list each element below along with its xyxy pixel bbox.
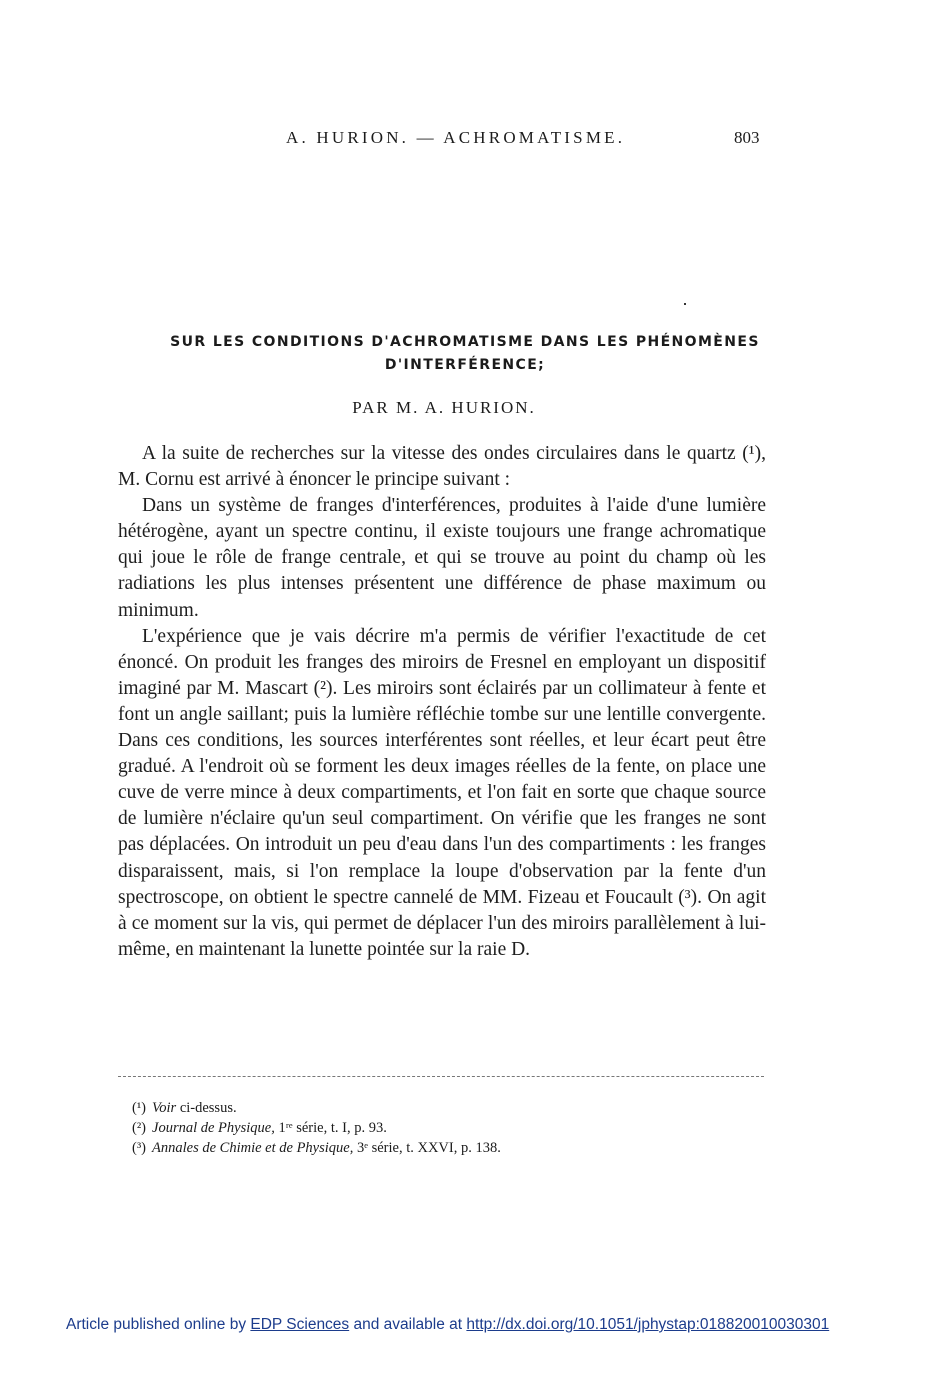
running-head-title: A. HURION. — ACHROMATISME. — [286, 128, 626, 147]
publisher-notice — [66, 1316, 829, 1334]
publisher-link[interactable]: EDP Sciences — [250, 1316, 350, 1333]
doi-link[interactable]: http://dx.doi.org/10.1051/jphystap:018820010030301 — [466, 1316, 830, 1333]
footnote-mark: (³) — [132, 1140, 147, 1156]
footnote-reference: Voir — [152, 1100, 177, 1116]
footnote-detail: ci-dessus. — [176, 1100, 237, 1116]
footnote-reference: Journal de Physique, — [152, 1120, 275, 1136]
article-title — [120, 331, 810, 377]
footnote-3 — [132, 1138, 752, 1158]
publisher-middle: and available at — [349, 1316, 467, 1333]
footnote-mark: (¹) — [132, 1100, 147, 1116]
print-speck — [684, 303, 686, 305]
article-title-line-1: SUR LES CONDITIONS D'ACHROMATISME DANS LES PHÉNOMÈNES — [170, 334, 760, 350]
footnote-mark: (²) — [132, 1120, 147, 1136]
publisher-prefix: Article published online by — [66, 1316, 251, 1333]
footnote-detail: 3ᵉ série, t. XXVI, p. 138. — [353, 1140, 501, 1156]
footnotes — [132, 1098, 752, 1158]
footnote-detail: 1ʳᵉ série, t. I, p. 93. — [274, 1120, 387, 1136]
footnote-reference: Annales de Chimie et de Physique, — [152, 1140, 354, 1156]
footnote-2 — [132, 1118, 752, 1138]
page-number: 803 — [734, 128, 760, 147]
author-byline: PAR M. A. HURION. — [352, 398, 536, 417]
body-paragraph-2: Dans un système de franges d'interférences, produites à l'aide d'une lumière hétérogène, ayant un spectre continu, il existe toujours une frange achromatique qui joue le rôle de frange centrale, et qui se trouve au point du champ où les radiations les plus intenses présentent une différence de phase maximum ou minimum. — [118, 495, 766, 621]
body-paragraph-1: A la suite de recherches sur la vitesse des ondes circulaires dans le quartz (¹), M. Cornu est arrivé à énoncer le principe suivant : — [118, 443, 766, 491]
body-paragraph-3: L'expérience que je vais décrire m'a permis de vérifier l'exactitude de cet énoncé. On produit les franges des miroirs de Fresnel en employant un dispositif imaginé par M. Mascart (²). Les miroirs sont éclairés par un collimateur à fente et font un angle saillant; puis la lumière réfléchie tombe sur une lentille convergente. Dans ces conditions, les sources interférentes sont réelles, et leur écart peut être gradué. A l'endroit où se forment les deux images réelles de la fente, on place une cuve de verre mince à deux compartiments, et l'on fait en sorte que chaque source de lumière n'éclaire qu'un seul compartiment. On vérifie que les franges ne sont pas déplacées. On introduit un peu d'eau dans l'un des compartiments : les franges disparaissent, mais, si l'on remplace la loupe d'observation par la fente d'un spectroscope, on obtient le spectre cannelé de MM. Fizeau et Foucault (³). On agit à ce moment sur la vis, qui permet de déplacer l'un des miroirs parallèlement à lui-même, en maintenant la lunette pointée sur la raie D. — [118, 625, 766, 960]
article-title-line-2: D'INTERFÉRENCE; — [384, 357, 546, 373]
footnote-1 — [132, 1098, 752, 1118]
footnote-separator — [118, 1076, 764, 1077]
article-body — [118, 441, 766, 963]
running-head — [0, 128, 930, 154]
